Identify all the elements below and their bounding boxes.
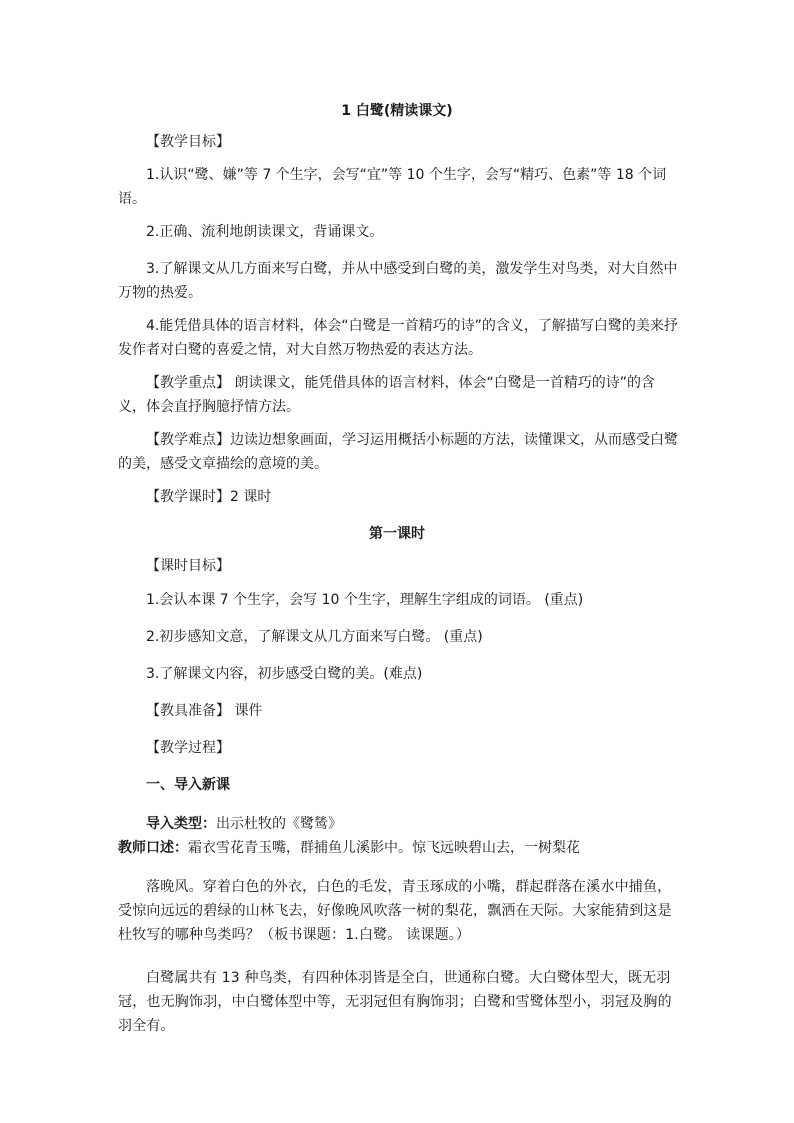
- heading-teaching-objectives: 【教学目标】: [146, 134, 230, 150]
- teacher-narration-paragraph: [118, 836, 680, 860]
- poem-explanation-paragraph: 落晚风。穿着白色的外衣，白色的毛发，青玉琢成的小嘴，群起群落在溪水中捕鱼，受惊向远远的碧绿的山林飞去，好像晚风吹落一树的梨花，飘洒在天际。大家能猜到这是杜牧写的哪种鸟类吗？（板书课题：1.白鹭。 读课题。）: [118, 879, 672, 943]
- hours-paragraph: [118, 485, 680, 509]
- document-title: 1 白鹭(精读课文): [341, 103, 453, 119]
- tools-text: 课件: [230, 703, 263, 719]
- difficulty-paragraph: [118, 428, 680, 476]
- teacher-label: 教师口述：: [118, 840, 188, 856]
- heading-lesson-objectives: 【课时目标】: [146, 558, 230, 574]
- lesson-one-title: 第一课时: [369, 526, 425, 542]
- section-intro-heading: 一、导入新课: [146, 777, 230, 793]
- teacher-text: 霜衣雪花青玉嘴，群捕鱼儿溪影中。惊飞远映碧山去，一树梨花: [188, 840, 580, 856]
- lesson-objective-2: 2.初步感知文意，了解课文从几方面来写白鹭。 (重点): [146, 629, 483, 645]
- objective-2: 2.正确、流利地朗读课文，背诵课文。: [146, 224, 384, 240]
- key-points-paragraph: [118, 371, 680, 419]
- objective-4: 4.能凭借具体的语言材料，体会“白鹭是一首精巧的诗”的含义，了解描写白鹭的美来抒发作者对白鹭的喜爱之情，对大自然万物热爱的表达方法。: [118, 318, 678, 358]
- difficulty-text: 边读边想象画面，学习运用概括小标题的方法，读懂课文，从而感受白鹭的美，感受文章描绘的意境的美。: [118, 432, 678, 472]
- intro-type-paragraph: [118, 812, 680, 836]
- objective-3: 3.了解课文从几方面来写白鹭，并从中感受到白鹭的美，激发学生对鸟类，对大自然中万物的热爱。: [118, 261, 678, 301]
- lesson-objective-3: 3.了解课文内容，初步感受白鹭的美。(难点): [146, 666, 423, 682]
- key-points-text: 朗读课文，能凭借具体的语言材料，体会“白鹭是一首精巧的诗”的含义，体会直抒胸臆抒情方法。: [118, 375, 655, 415]
- objective-1: 1.认识“鹭、嫌”等 7 个生字，会写“宜”等 10 个生字，会写“精巧、色素”等 18 个词语。: [118, 167, 667, 207]
- heading-teaching-process: 【教学过程】: [146, 740, 230, 756]
- egret-species-paragraph: 白鹭属共有 13 种鸟类，有四种体羽皆是全白，世通称白鹭。大白鹭体型大，既无羽冠，也无胸饰羽，中白鹭体型中等，无羽冠但有胸饰羽；白鹭和雪鹭体型小，羽冠及胸的羽全有。: [118, 970, 672, 1034]
- hours-label: 【教学课时】: [146, 489, 230, 505]
- key-points-label: 【教学重点】: [146, 375, 230, 391]
- intro-type-label: 导入类型：: [146, 816, 216, 832]
- hours-text: 2 课时: [230, 489, 272, 505]
- tools-paragraph: [118, 699, 680, 723]
- lesson-objective-1: 1.会认本课 7 个生字，会写 10 个生字，理解生字组成的词语。 (重点): [146, 592, 584, 608]
- tools-label: 【教具准备】: [146, 703, 230, 719]
- difficulty-label: 【教学难点】: [146, 432, 230, 448]
- intro-type-text: 出示杜牧的《鹭鸶》: [216, 816, 342, 832]
